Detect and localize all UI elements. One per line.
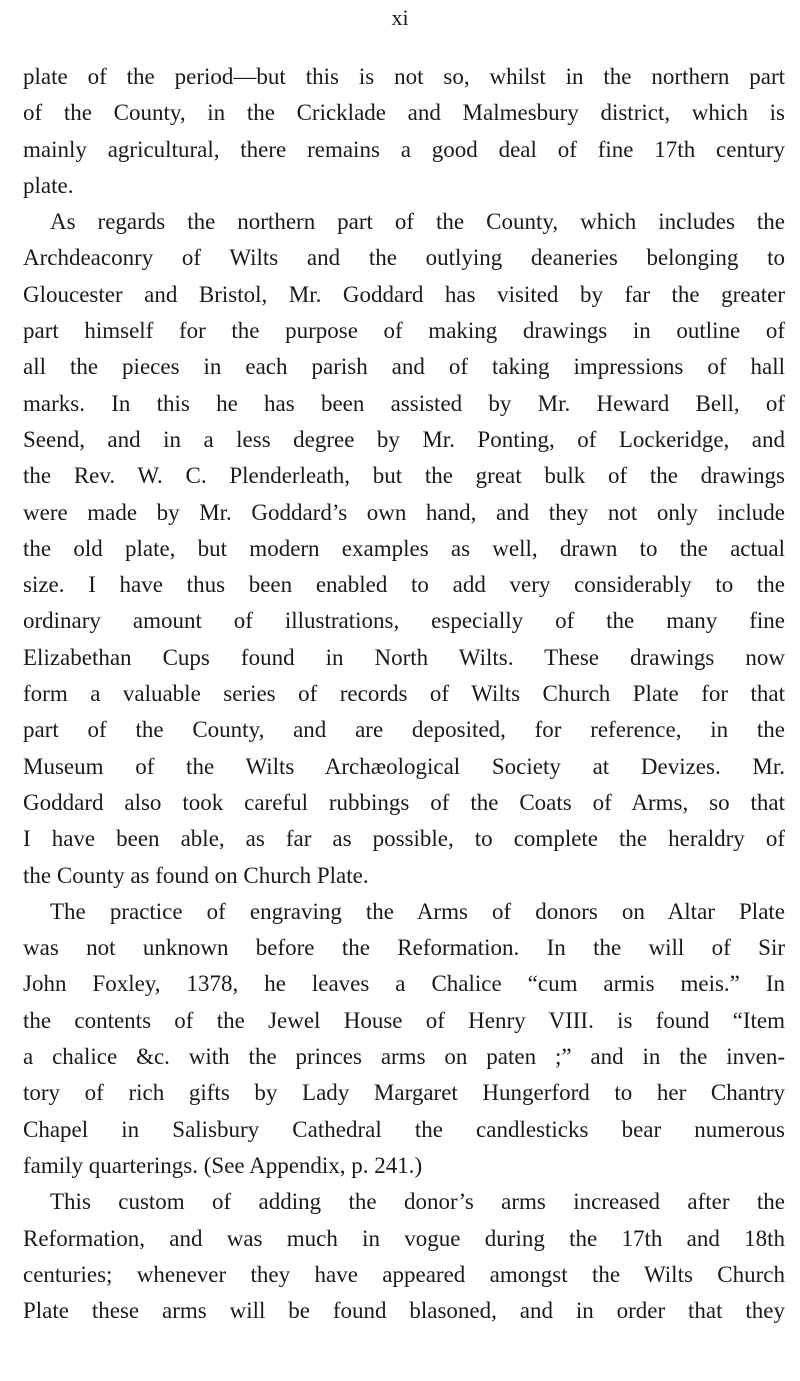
text-line: As regards the northern part of the County, which includes the — [50, 209, 785, 235]
text-line: plate of the period—but this is not so, whilst in the northern part — [23, 64, 785, 89]
text-line: ordinary amount of illustrations, especially of the many fine — [23, 608, 785, 634]
text-line: Gloucester and Bristol, Mr. Goddard has visited by far the greater — [23, 281, 785, 307]
body-text — [23, 59, 785, 1329]
text-line: form a valuable series of records of Wilts Church Plate for that — [23, 681, 785, 707]
text-line: part himself for the purpose of making drawings in outline of — [23, 318, 785, 344]
text-line: Elizabethan Cups found in North Wilts. These drawings now — [23, 644, 785, 670]
text-line: the Rev. W. C. Plenderleath, but the great bulk of the drawings — [23, 463, 785, 489]
text-line: of the County, in the Cricklade and Malmesbury district, which is — [23, 100, 785, 126]
text-line: marks. In this he has been assisted by Mr. Heward Bell, of — [23, 390, 785, 416]
text-line: Plate these arms will be found blasoned, and in order that they — [23, 1298, 785, 1324]
text-line: the contents of the Jewel House of Henry VIII. is found “Item — [23, 1007, 785, 1033]
text-line: mainly agricultural, there remains a good deal of fine 17th century — [23, 136, 785, 162]
text-line: This custom of adding the donor’s arms increased after the — [50, 1189, 785, 1215]
text-line: I have been able, as far as possible, to complete the heraldry of — [23, 826, 785, 852]
text-line: size. I have thus been enabled to add very considerably to the — [23, 572, 785, 598]
text-line: Goddard also took careful rubbings of the Coats of Arms, so that — [23, 789, 785, 815]
text-line: a chalice &c. with the princes arms on paten ;” and in the inven- — [23, 1044, 785, 1070]
text-line: family quarterings. (See Appendix, p. 241.) — [23, 1152, 423, 1178]
text-line: were made by Mr. Goddard’s own hand, and they not only include — [23, 499, 785, 525]
text-line: the old plate, but modern examples as well, drawn to the actual — [23, 535, 785, 561]
text-line: Archdeaconry of Wilts and the outlying deaneries belonging to — [23, 245, 785, 271]
text-line: was not unknown before the Reformation. In the will of Sir — [23, 935, 785, 961]
text-line: Museum of the Wilts Archæological Society at Devizes. Mr. — [23, 753, 785, 779]
text-line: John Foxley, 1378, he leaves a Chalice “cum armis meis.” In — [23, 971, 785, 997]
text-line: all the pieces in each parish and of taking impressions of hall — [23, 354, 785, 380]
text-line: Reformation, and was much in vogue during the 17th and 18th — [23, 1225, 785, 1251]
text-line: plate. — [23, 172, 74, 198]
text-line: tory of rich gifts by Lady Margaret Hungerford to her Chantry — [23, 1080, 785, 1106]
text-line: part of the County, and are deposited, for reference, in the — [23, 717, 785, 743]
text-line: Chapel in Salisbury Cathedral the candlesticks bear numerous — [23, 1116, 785, 1142]
page-number: xi — [391, 5, 409, 30]
text-line: The practice of engraving the Arms of donors on Altar Plate — [50, 898, 785, 924]
text-line: Seend, and in a less degree by Mr. Ponting, of Lockeridge, and — [23, 426, 785, 452]
text-line: centuries; whenever they have appeared amongst the Wilts Church — [23, 1261, 785, 1287]
text-line: the County as found on Church Plate. — [23, 862, 369, 888]
